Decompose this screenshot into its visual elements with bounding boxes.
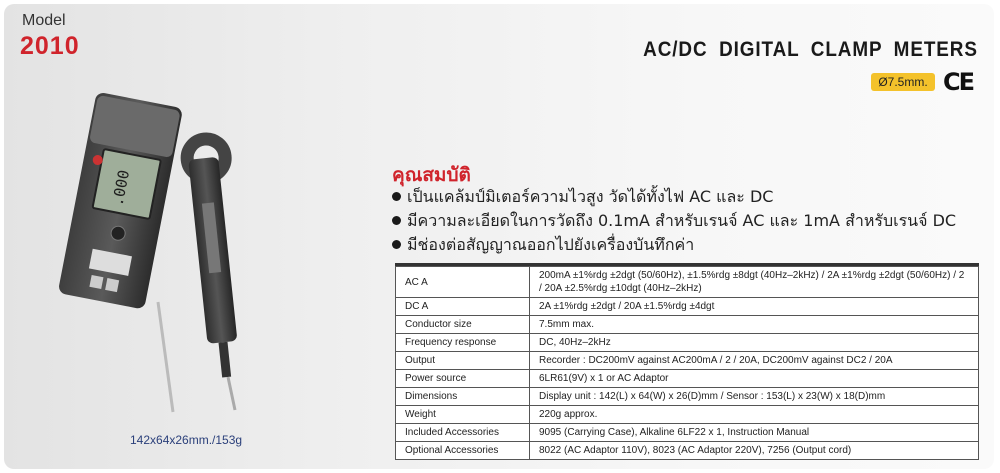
spec-row bbox=[396, 442, 979, 460]
spec-label: Frequency response bbox=[396, 334, 530, 352]
feature-item bbox=[392, 233, 956, 257]
spec-row bbox=[396, 406, 979, 424]
spec-label: AC A bbox=[396, 267, 530, 298]
svg-text:.000: .000 bbox=[108, 168, 134, 208]
feature-list bbox=[392, 185, 956, 257]
spec-row bbox=[396, 424, 979, 442]
display-unit bbox=[58, 92, 183, 310]
spec-label: Dimensions bbox=[396, 388, 530, 406]
feature-item bbox=[392, 209, 956, 233]
spec-value: Recorder : DC200mV against AC200mA / 2 / 20A, DC200mV against DC2 / 20A bbox=[530, 352, 979, 370]
spec-label: Included Accessories bbox=[396, 424, 530, 442]
feature-item bbox=[392, 185, 956, 209]
spec-label: Power source bbox=[396, 370, 530, 388]
spec-table bbox=[395, 266, 979, 460]
spec-value: DC, 40Hz–2kHz bbox=[530, 334, 979, 352]
spec-value: 220g approx. bbox=[530, 406, 979, 424]
spec-label: Optional Accessories bbox=[396, 442, 530, 460]
clamp-meter-image bbox=[55, 92, 270, 432]
product-title: AC/DC DIGITAL CLAMP METERS bbox=[643, 38, 978, 61]
bullet-icon bbox=[392, 240, 401, 249]
spec-label: DC A bbox=[396, 298, 530, 316]
spec-row bbox=[396, 370, 979, 388]
model-number: 2010 bbox=[20, 32, 80, 60]
spec-value: 7.5mm max. bbox=[530, 316, 979, 334]
device-dimensions-caption: 142x64x26mm./153g bbox=[130, 433, 243, 447]
bullet-icon bbox=[392, 192, 401, 201]
spec-value: 6LR61(9V) x 1 or AC Adaptor bbox=[530, 370, 979, 388]
clamp-sensor bbox=[185, 137, 248, 379]
feature-text: มีช่องต่อสัญญาณออกไปยังเครื่องบันทึกค่า bbox=[407, 235, 695, 254]
model-label: Model bbox=[22, 12, 66, 29]
spec-value: Display unit : 142(L) x 64(W) x 26(D)mm / Sensor : 153(L) x 23(W) x 18(D)mm bbox=[530, 388, 979, 406]
size-badge: Ø7.5mm. bbox=[871, 73, 935, 91]
spec-label: Weight bbox=[396, 406, 530, 424]
spec-row bbox=[396, 388, 979, 406]
spec-row bbox=[396, 298, 979, 316]
spec-row bbox=[396, 352, 979, 370]
spec-row bbox=[396, 316, 979, 334]
feature-text: มีความละเอียดในการวัดถึง 0.1mA สำหรับเรนจ์ AC และ 1mA สำหรับเรนจ์ DC bbox=[407, 211, 957, 230]
spec-label: Conductor size bbox=[396, 316, 530, 334]
bullet-icon bbox=[392, 216, 401, 225]
spec-value: 200mA ±1%rdg ±2dgt (50/60Hz), ±1.5%rdg ±8dgt (40Hz–2kHz) / 2A ±1%rdg ±2dgt (50/60Hz) / 2 / 20A ±2.5%rdg ±10dgt (40Hz–2kHz) bbox=[530, 267, 979, 298]
spec-label: Output bbox=[396, 352, 530, 370]
spec-value: 8022 (AC Adaptor 110V), 8023 (AC Adaptor 220V), 7256 (Output cord) bbox=[530, 442, 979, 460]
ce-mark-icon: CE bbox=[943, 68, 974, 96]
spec-value: 9095 (Carrying Case), Alkaline 6LF22 x 1, Instruction Manual bbox=[530, 424, 979, 442]
features-heading: คุณสมบัติ bbox=[392, 164, 471, 186]
spec-row bbox=[396, 267, 979, 298]
feature-text: เป็นแคล้มป์มิเตอร์ความไวสูง วัดได้ทั้งไฟ AC และ DC bbox=[407, 187, 774, 206]
spec-value: 2A ±1%rdg ±2dgt / 20A ±1.5%rdg ±4dgt bbox=[530, 298, 979, 316]
spec-row bbox=[396, 334, 979, 352]
